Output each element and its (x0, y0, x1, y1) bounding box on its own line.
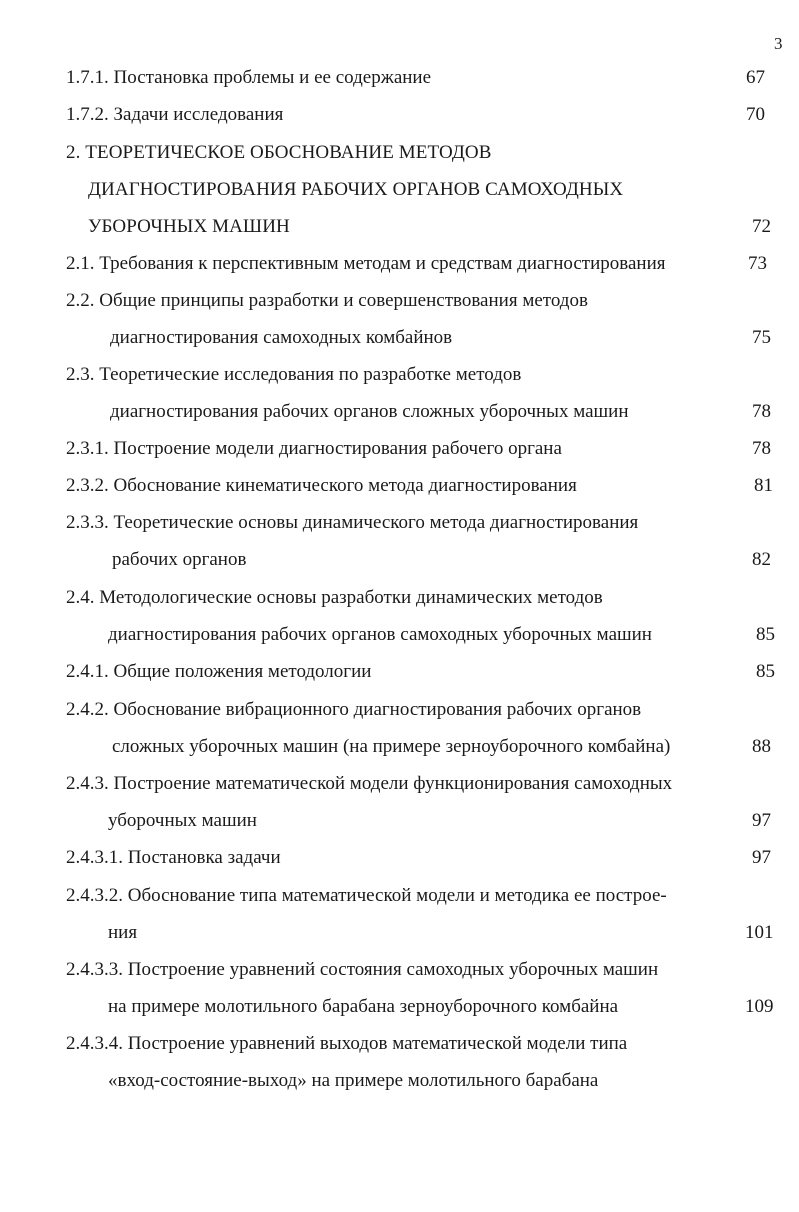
toc-entry-2-4-3-line-1: 2.4.3. Построение математической модели функционирования самоходных (66, 773, 673, 794)
toc-page-number: 75 (752, 327, 771, 348)
toc-entry-1-7-1: 1.7.1. Постановка проблемы и ее содержание (66, 67, 432, 88)
toc-entry-chapter-2-line-2: ДИАГНОСТИРОВАНИЯ РАБОЧИХ ОРГАНОВ САМОХОДНЫХ (88, 179, 624, 200)
toc-page-number: 78 (752, 438, 771, 459)
toc-page-number: 70 (746, 104, 765, 125)
toc-page-number: 73 (748, 253, 767, 274)
toc-entry-2-4-line-2: диагностирования рабочих органов самоходных уборочных машин (108, 624, 652, 645)
toc-entry-2-4-3-1: 2.4.3.1. Постановка задачи (66, 847, 281, 868)
toc-entry-chapter-2-line-3: УБОРОЧНЫХ МАШИН (88, 216, 290, 237)
toc-entry-2-4-2-line-2: сложных уборочных машин (на примере зерноуборочного комбайна) (112, 736, 671, 757)
toc-page-number: 101 (745, 922, 774, 943)
toc-entry-2-4-3-3-line-1: 2.4.3.3. Построение уравнений состояния самоходных уборочных машин (66, 959, 659, 980)
toc-entry-2-4-1: 2.4.1. Общие положения методологии (66, 661, 372, 682)
toc-entry-2-3-2: 2.3.2. Обоснование кинематического метода диагностирования (66, 475, 577, 496)
toc-entry-2-3-3-line-2: рабочих органов (112, 549, 247, 570)
toc-entry-2-3-line-1: 2.3. Теоретические исследования по разработке методов (66, 364, 522, 385)
page-number: 3 (774, 34, 783, 53)
toc-page-number: 109 (745, 996, 774, 1017)
toc-entry-2-4-3-3-line-2: на примере молотильного барабана зерноуборочного комбайна (108, 996, 619, 1017)
toc-entry-2-4-3-4-line-2: «вход-состояние-выход» на примере молотильного барабана (108, 1070, 599, 1091)
toc-page-number: 97 (752, 847, 771, 868)
toc-page-number: 67 (746, 67, 765, 88)
toc-page-number: 88 (752, 736, 771, 757)
toc-entry-2-2-line-2: диагностирования самоходных комбайнов (110, 327, 453, 348)
toc-page-number: 97 (752, 810, 771, 831)
toc-entry-2-4-2-line-1: 2.4.2. Обоснование вибрационного диагностирования рабочих органов (66, 699, 642, 720)
toc-entry-2-4-3-2-line-2: ния (108, 922, 138, 943)
toc-entry-2-3-1: 2.3.1. Построение модели диагностирования рабочего органа (66, 438, 562, 459)
toc-entry-2-3-3-line-1: 2.3.3. Теоретические основы динамического метода диагностирования (66, 512, 639, 533)
toc-entry-2-4-3-4-line-1: 2.4.3.4. Построение уравнений выходов математической модели типа (66, 1033, 628, 1054)
toc-entry-2-4-3-line-2: уборочных машин (108, 810, 257, 831)
toc-page-number: 85 (756, 661, 775, 682)
toc-entry-2-2-line-1: 2.2. Общие принципы разработки и совершенствования методов (66, 290, 588, 311)
toc-entry-1-7-2: 1.7.2. Задачи исследования (66, 104, 284, 125)
toc-entry-2-4-line-1: 2.4. Методологические основы разработки динамических методов (66, 587, 603, 608)
toc-entry-2-1: 2.1. Требования к перспективным методам и средствам диагностирования (66, 253, 666, 274)
toc-page-number: 81 (754, 475, 773, 496)
toc-entry-2-3-line-2: диагностирования рабочих органов сложных уборочных машин (110, 401, 629, 422)
toc-page-number: 82 (752, 549, 771, 570)
toc-page-number: 78 (752, 401, 771, 422)
toc-page-number: 72 (752, 216, 771, 237)
toc-entry-2-4-3-2-line-1: 2.4.3.2. Обоснование типа математической модели и методика ее построе- (66, 885, 667, 906)
toc-entry-chapter-2-line-1: 2. ТЕОРЕТИЧЕСКОЕ ОБОСНОВАНИЕ МЕТОДОВ (66, 142, 492, 163)
toc-page-number: 85 (756, 624, 775, 645)
